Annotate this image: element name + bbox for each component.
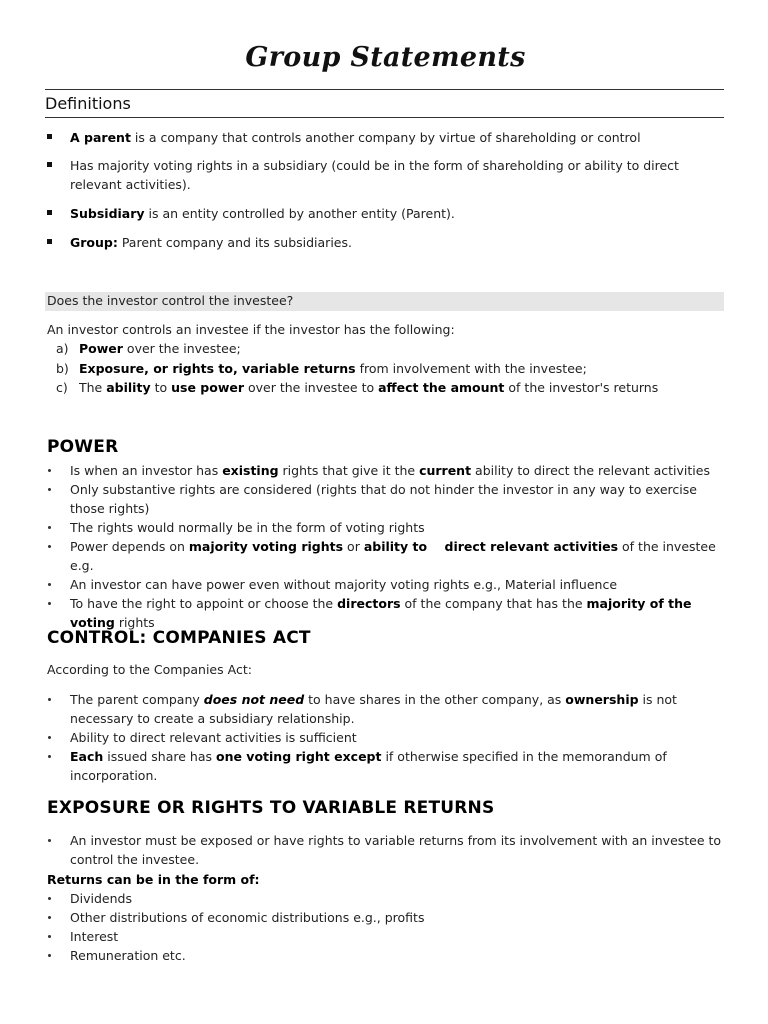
definitions-heading: Definitions xyxy=(45,94,131,113)
companies-act-item: Each issued share has one voting right except if otherwise specified in the memorandum of incorporation. xyxy=(47,747,724,785)
definition-item: Subsidiary is an entity controlled by another entity (Parent). xyxy=(47,204,724,223)
condition-item: b) Exposure, or rights to, variable returns from involvement with the investee; xyxy=(56,360,587,376)
exposure-item: An investor must be exposed or have rights to variable returns from its involvement with an investee to control the investee. xyxy=(47,831,724,869)
definition-item: Group: Parent company and its subsidiaries. xyxy=(47,233,724,252)
companies-act-list xyxy=(47,690,724,785)
companies-act-intro: According to the Companies Act: xyxy=(47,662,252,677)
power-item: Only substantive rights are considered (rights that do not hinder the investor in any way to exercise those rights) xyxy=(47,480,724,518)
returns-list xyxy=(47,889,724,965)
control-intro: An investor controls an investee if the investor has the following: xyxy=(47,322,455,337)
power-item: To have the right to appoint or choose the directors of the company that has the majority of the voting rights xyxy=(47,594,724,632)
definitions-header-bar xyxy=(45,89,724,118)
returns-item: Other distributions of economic distributions e.g., profits xyxy=(47,908,724,927)
exposure-list xyxy=(47,831,724,869)
power-item: An investor can have power even without majority voting rights e.g., Material influence xyxy=(47,575,724,594)
companies-act-item: The parent company does not need to have shares in the other company, as ownership is not necessary to create a subsidiary relationship. xyxy=(47,690,724,728)
definition-item: A parent is a company that controls another company by virtue of shareholding or control xyxy=(47,128,724,147)
power-item: Power depends on majority voting rights or ability to direct relevant activities of the investee e.g. xyxy=(47,537,724,575)
definition-item: Has majority voting rights in a subsidiary (could be in the form of shareholding or ability to direct relevant activities). xyxy=(47,156,724,194)
exposure-heading: EXPOSURE OR RIGHTS TO VARIABLE RETURNS xyxy=(47,798,495,818)
power-list xyxy=(47,461,724,632)
control-question-bar xyxy=(45,292,724,311)
returns-label: Returns can be in the form of: xyxy=(47,872,260,887)
power-item: Is when an investor has existing rights that give it the current ability to direct the relevant activities xyxy=(47,461,724,480)
condition-item: c) The ability to use power over the investee to affect the amount of the investor's returns xyxy=(56,380,659,395)
power-item: The rights would normally be in the form of voting rights xyxy=(47,518,724,537)
definitions-list xyxy=(47,128,724,252)
companies-act-heading: CONTROL: COMPANIES ACT xyxy=(47,628,311,648)
condition-item: a) Power over the investee; xyxy=(56,341,241,356)
power-heading: POWER xyxy=(47,437,119,457)
companies-act-item: Ability to direct relevant activities is sufficient xyxy=(47,728,724,747)
returns-item: Remuneration etc. xyxy=(47,946,724,965)
returns-item: Interest xyxy=(47,927,724,946)
document-title: Group Statements xyxy=(245,42,526,73)
control-question: Does the investor control the investee? xyxy=(47,293,294,308)
returns-item: Dividends xyxy=(47,889,724,908)
control-conditions-list xyxy=(47,339,724,398)
